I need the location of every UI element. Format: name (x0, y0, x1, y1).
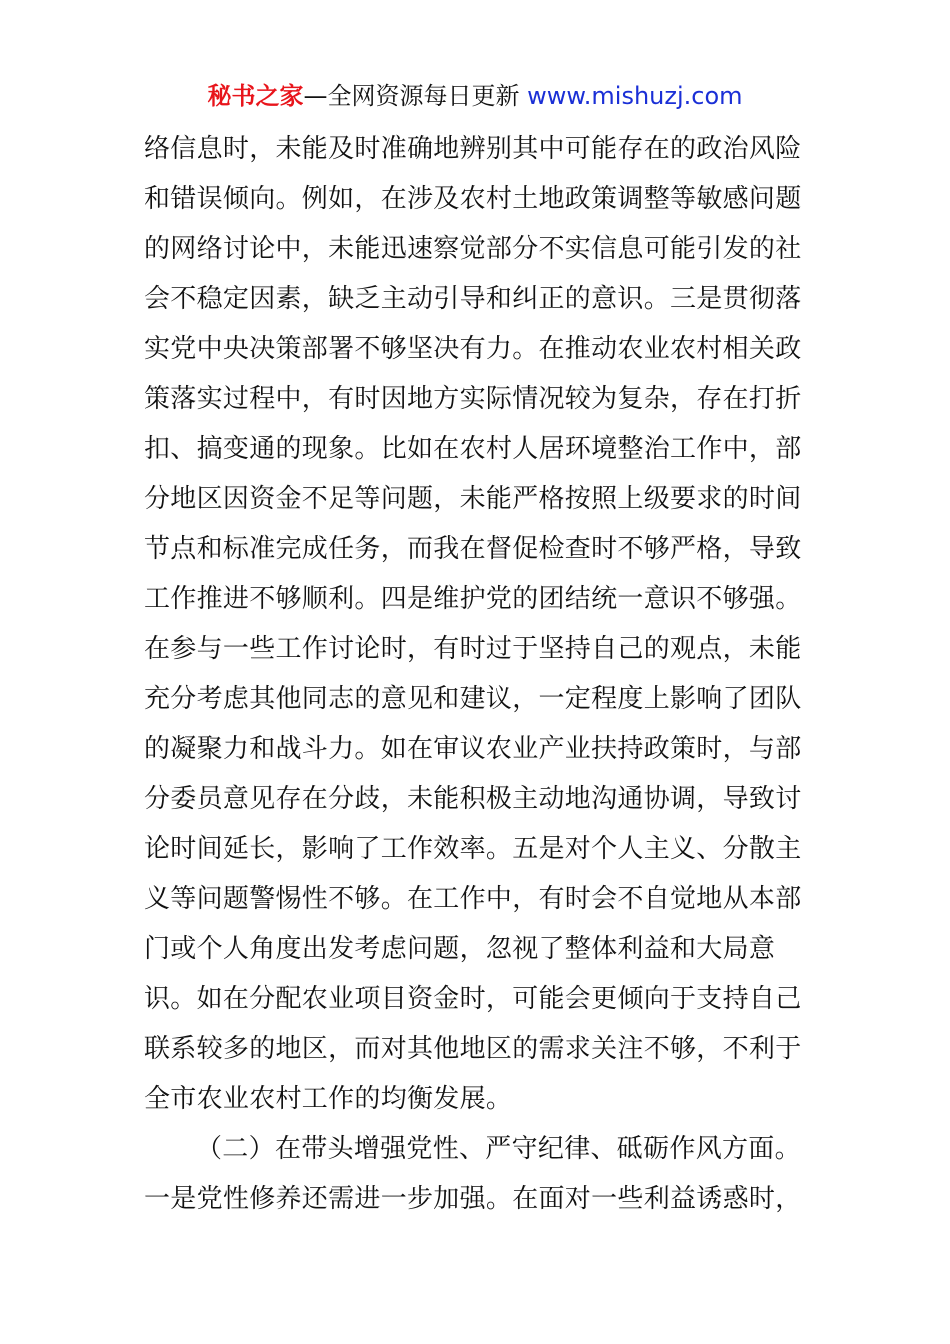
text-line: 全市农业农村工作的均衡发展。 (144, 1084, 513, 1114)
document-body (144, 124, 808, 1224)
text-line: 在参与一些工作讨论时，有时过于坚持自己的观点，未能 (144, 634, 802, 664)
text-line: 工作推进不够顺利。四是维护党的团结统一意识不够强。 (144, 584, 802, 614)
text-line: 会不稳定因素，缺乏主动引导和纠正的意识。三是贯彻落 (144, 284, 802, 314)
text-line: 络信息时，未能及时准确地辨别其中可能存在的政治风险 (144, 134, 802, 164)
text-line: 论时间延长，影响了工作效率。五是对个人主义、分散主 (144, 834, 802, 864)
site-header (0, 80, 950, 112)
text-line: 一是党性修养还需进一步加强。在面对一些利益诱惑时， (144, 1184, 802, 1214)
section-heading: （二）在带头增强党性、严守纪律、砥砺作风方面。 (196, 1134, 801, 1164)
header-tagline: —全网资源每日更新 (303, 82, 520, 110)
text-line: 的凝聚力和战斗力。如在审议农业产业扶持政策时，与部 (144, 734, 802, 764)
text-line: 和错误倾向。例如，在涉及农村土地政策调整等敏感问题 (144, 184, 802, 214)
text-line: 实党中央决策部署不够坚决有力。在推动农业农村相关政 (144, 334, 802, 364)
text-line: 分委员意见存在分歧，未能积极主动地沟通协调，导致讨 (144, 784, 802, 814)
text-line: 义等问题警惕性不够。在工作中，有时会不自觉地从本部 (144, 884, 802, 914)
brand-name: 秘书之家 (207, 82, 304, 110)
text-line: 门或个人角度出发考虑问题，忽视了整体利益和大局意 (144, 934, 776, 964)
text-line: 策落实过程中，有时因地方实际情况较为复杂，存在打折 (144, 384, 802, 414)
text-line: 节点和标准完成任务，而我在督促检查时不够严格，导致 (144, 534, 802, 564)
text-line: 扣、搞变通的现象。比如在农村人居环境整治工作中，部 (144, 434, 802, 464)
text-line: 识。如在分配农业项目资金时，可能会更倾向于支持自己 (144, 984, 802, 1014)
text-line: 充分考虑其他同志的意见和建议，一定程度上影响了团队 (144, 684, 802, 714)
text-line: 分地区因资金不足等问题，未能严格按照上级要求的时间 (144, 484, 802, 514)
text-line: 联系较多的地区，而对其他地区的需求关注不够，不利于 (144, 1034, 802, 1064)
text-line: 的网络讨论中，未能迅速察觉部分不实信息可能引发的社 (144, 234, 802, 264)
site-url-link[interactable]: www.mishuzj.com (527, 82, 743, 110)
